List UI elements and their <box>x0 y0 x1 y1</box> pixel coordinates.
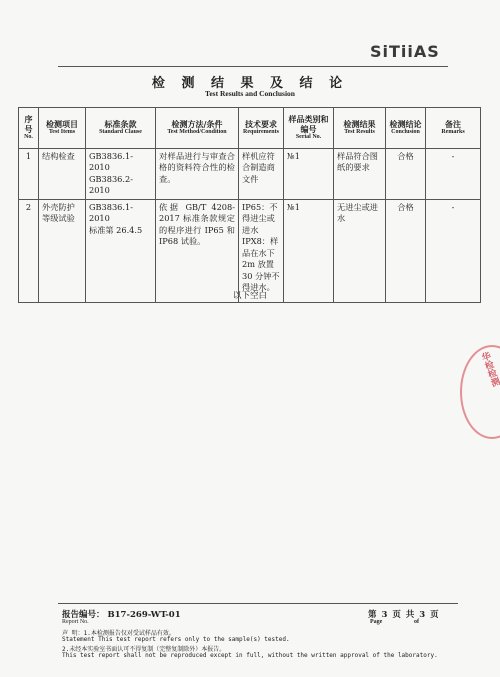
cell-serial: №1 <box>284 149 334 200</box>
page-indicator: 第 3 页 共 3 页 <box>368 610 439 620</box>
statement-line-3: 2.未经本实验室书面认可不得复制（完整复制除外）本报告。 <box>62 646 226 653</box>
table-header-row <box>19 108 481 149</box>
cell-requirement: IP65：不得进尘或进水 IPX8：样品在水下 2m 放置 30 分钟不得进水。 <box>239 199 284 302</box>
cell-no: 2 <box>19 199 39 302</box>
page-title-en: Test Results and Conclusion <box>205 89 295 98</box>
col-header-method: 检测方法/条件 Test Method/Condition <box>156 108 239 149</box>
cell-serial: №1 <box>284 199 334 302</box>
report-number: 报告编号： B17-269-WT-01 <box>62 610 181 620</box>
cell-item: 外壳防护等级试验 <box>39 199 86 302</box>
cell-item: 结构检查 <box>39 149 86 200</box>
col-header-standard-clause: 标准条款 Standard Clause <box>86 108 156 149</box>
results-table <box>18 107 481 303</box>
col-header-results: 检测结果 Test Results <box>334 108 386 149</box>
cell-conclusion: 合格 <box>386 199 426 302</box>
report-number-label-en: Report No. <box>62 619 89 625</box>
col-header-serial: 样品类别和编号 Serial No. <box>284 108 334 149</box>
seal-text: 华检检测 <box>478 350 500 389</box>
header-divider <box>58 66 448 67</box>
cell-result: 样品符合图纸的要求 <box>334 149 386 200</box>
page-label-en: Page <box>370 619 383 625</box>
cell-clause: GB3836.1-2010 GB3836.2-2010 <box>86 149 156 200</box>
col-header-test-items: 检测项目 Test Items <box>39 108 86 149</box>
table-row <box>19 199 481 302</box>
col-header-no: 序号 No. <box>19 108 39 149</box>
cell-method: 依据 GB/T 4208-2017 标准条款规定的程序进行 IP65 和 IP68 试验。 <box>156 199 239 302</box>
table-row <box>19 149 481 200</box>
page-title-cn: 检 测 结 果 及 结 论 <box>151 76 349 91</box>
of-label-en: of <box>414 619 419 625</box>
footer-divider <box>58 603 458 604</box>
cell-method: 对样品进行与审查合格的资料符合性的检查。 <box>156 149 239 200</box>
cell-conclusion: 合格 <box>386 149 426 200</box>
col-header-requirements: 技术要求 Requirements <box>239 108 284 149</box>
statement-line-4: This test report shall not be reproduced except in full, without the written approval of the laboratory. <box>62 652 438 659</box>
col-header-conclusion: 检测结论 Conclusion <box>386 108 426 149</box>
company-logo: SiTiiAS <box>370 42 440 61</box>
cell-requirement: 样机应符合制造商文件 <box>239 149 284 200</box>
cell-result: 无进尘或进水 <box>334 199 386 302</box>
cell-remark: - <box>426 199 481 302</box>
statement-line-1: 声 明：1.本检测报告仅对受试样品有效。 <box>62 630 175 637</box>
cell-no: 1 <box>19 149 39 200</box>
cell-remark: - <box>426 149 481 200</box>
blank-below-note: 以下空白 <box>232 291 267 301</box>
col-header-remarks: 备注 Remarks <box>426 108 481 149</box>
statement-line-2: Statement This test report refers only to the sample(s) tested. <box>62 636 290 643</box>
cell-clause: GB3836.1-2010 标准第 26.4.5 <box>86 199 156 302</box>
